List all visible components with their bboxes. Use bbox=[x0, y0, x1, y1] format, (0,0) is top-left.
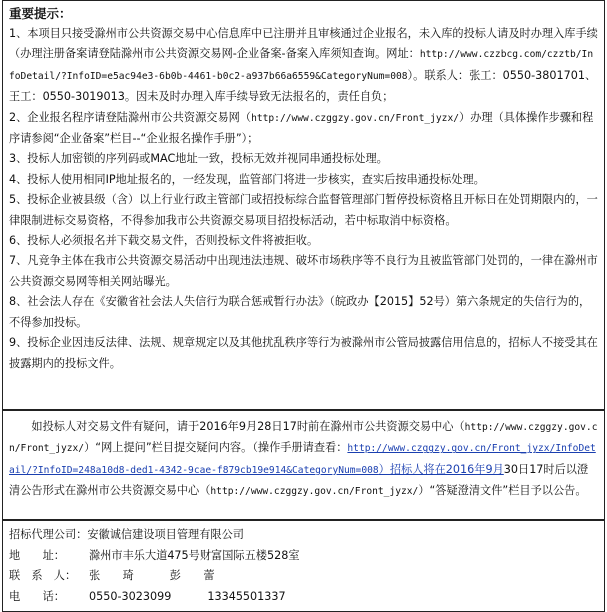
contact-name-2: 彭 蕾 bbox=[169, 569, 215, 582]
notice-item-1: 1、本项目只接受滁州市公共资源交易中心信息库中已注册并且审核通过企业报名，未入库的投标人请及时办理入库手续（办理注册备案请登陆滁州市公共资源交易网-企业备案-备案入库须知查询。网址：http://www.czzbcg.com/czztb/InfoDetail/?InfoID=e5ac94e3-6b0b-4461-b0c2-a937b66a6559&CategoryNum=008）。联系人：张工：0550-3801701、王工：0550-3019013。因未及时办理入库手续导致无法报名的，责任自负； bbox=[9, 27, 598, 104]
manual-link[interactable]: http://www.czggzy.gov.cn/Front_jyzx/InfoDetail/?InfoID=248a10d8-ded1-4342-9cae-f879cb19e914&CategoryNum=008 bbox=[9, 443, 596, 476]
notice-item-5: 5、投标企业被县级（含）以上行业行政主管部门或招投标综合监督管理部门暂停投标资格且开标日在处罚期限内的，一律限制进标交易资格，不得参加我市公共资源交易项目招投标活动，若中标取消中标资格。 bbox=[9, 193, 598, 227]
notice-item-2: 2、企业报名程序请登陆滁州市公共资源交易网（http://www.czggzy.gov.cn/Front_jyzx/）办理（具体操作步骤和程序请参阅“企业备案”栏目--“企业报名操作手册”）； bbox=[9, 110, 594, 146]
agency-info-box bbox=[2, 520, 605, 612]
registration-url: http://www.czzbcg.com/czztb/InfoDetail/?InfoID=e5ac94e3-6b0b-4461-b0c2-a937b66a6559&CategoryNum=008 bbox=[9, 49, 594, 82]
notice-item-8: 8、社会法人存在《安徽省社会法人失信行为联合惩戒暂行办法》（皖政办【2015】52号）第六条规定的失信行为的，不得参加投标。 bbox=[9, 295, 591, 329]
question-section-box bbox=[2, 410, 605, 520]
address-row bbox=[9, 546, 598, 567]
contact-name-1: 张 琦 bbox=[89, 569, 134, 582]
address-label: 地 址： bbox=[9, 548, 65, 562]
contact-label: 联 系 人： bbox=[9, 569, 77, 582]
notice-heading: 重要提示： bbox=[9, 6, 72, 21]
agency-row bbox=[9, 525, 598, 546]
notice-item-3: 3、投标人加密锁的序列码或MAC地址一致，投标无效并视同串通投标处理。 bbox=[9, 152, 388, 166]
address-value: 滁州市丰乐大道475号财富国际五楼528室 bbox=[89, 548, 300, 562]
phone-label: 电 话： bbox=[9, 589, 65, 603]
trading-site-url: http://www.czggzy.gov.cn/Front_jyzx/ bbox=[251, 112, 459, 124]
phone-row bbox=[9, 587, 598, 608]
question-paragraph: 如投标人对交易文件有疑问，请于2016年9月28日17时前在滁州市公共资源交易中心（http://www.czggzy.gov.cn/Front_jyzx/）“网上提问”栏目提交疑问内容。（操作手册请查看：http://www.czggzy.gov.cn/Front_jyzx/InfoDetail/?InfoID=248a10d8-ded1-4342-9cae-f879cb19e914&CategoryNum=008）招标人将在2016年9月30日17时后以澄清公告形式在滁州市公共资源交易中心（http://www.czggzy.gov.cn/Front_jyzx/）“答疑澄清文件”栏目予以公告。 bbox=[9, 420, 598, 498]
manual-link-tail[interactable]: ）招标人将在2016年9月 bbox=[378, 462, 504, 476]
notice-item-9: 9、投标企业因违反法律、法规、规章规定以及其他扰乱秩序等行为被滁州市公管局披露信用信息的，招标人不接受其在披露期内的投标文件。 bbox=[9, 336, 598, 370]
notice-item-7: 7、凡竞争主体在我市公共资源交易活动中出现违法违规、破坏市场秩序等不良行为且被监管部门处罚的，一律在滁州市公共资源交易网等相关网站曝光。 bbox=[9, 254, 598, 288]
contact-row bbox=[9, 566, 598, 587]
notice-item-6: 6、投标人必须报名并下载交易文件，否则投标文件将被拒收。 bbox=[9, 234, 319, 248]
question-site-url: http://www.czggzy.gov.cn/Front_jyzx/ bbox=[9, 422, 598, 455]
phone-2: 13345501337 bbox=[207, 589, 286, 603]
notice-item-4: 4、投标人使用相同IP地址报名的，一经发现，监管部门将进一步核实，查实后按串通投标处理。 bbox=[9, 172, 485, 186]
clarification-site-url: http://www.czggzy.gov.cn/Front_jyzx/ bbox=[210, 486, 419, 498]
agency-label: 招标代理公司： bbox=[9, 528, 88, 541]
important-notice-box bbox=[2, 0, 605, 410]
phone-1: 0550-3023099 bbox=[89, 589, 172, 603]
agency-name: 安徽诚信建设项目管理有限公司 bbox=[87, 528, 244, 541]
